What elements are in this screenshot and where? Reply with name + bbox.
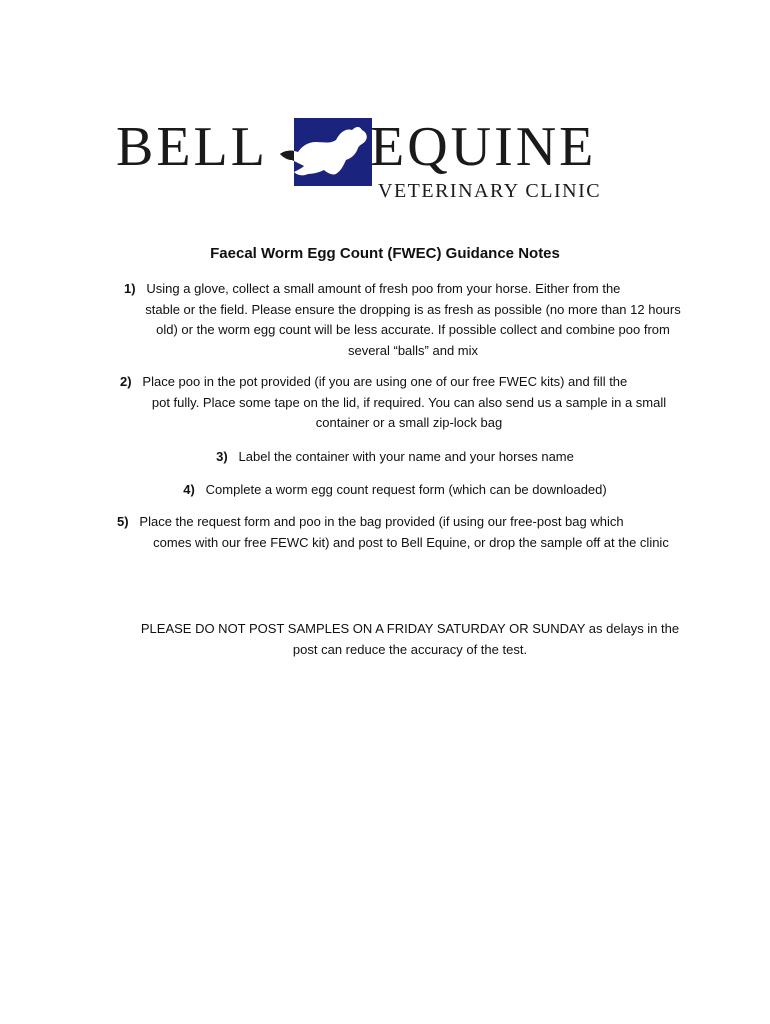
logo-word-bell: BELL (116, 116, 268, 178)
guidance-item-3 (0, 447, 770, 468)
guidance-item-1 (124, 279, 684, 361)
item-number: 1) (124, 281, 136, 296)
guidance-item-5 (117, 512, 687, 553)
item-first-line (124, 279, 684, 300)
item-continuation: stable or the field. Please ensure the dropping is as fresh as possible (no more than 12 hours old) or the worm egg count will be less accurate. If possible collect and combine poo from several “balls” and mix (145, 301, 681, 358)
item-continuation: comes with our free FEWC kit) and post to Bell Equine, or drop the sample off at the clinic (153, 534, 669, 550)
item-number: 2) (120, 374, 132, 389)
guidance-item-4 (0, 480, 770, 501)
item-text: Label the container with your name and your horses name (238, 449, 574, 464)
item-number: 4) (183, 482, 195, 497)
item-first-line (120, 374, 627, 389)
logo-subtitle: VETERINARY CLINIC (378, 180, 602, 202)
item-number: 5) (117, 514, 129, 529)
item-first-line (117, 514, 624, 529)
item-text: Place poo in the pot provided (if you are using one of our free FWEC kits) and fill the (142, 374, 628, 389)
guidance-item-2 (120, 372, 680, 434)
item-continuation: pot fully. Place some tape on the lid, if required. You can also send us a sample in a small container or a small zip-lock bag (151, 394, 667, 430)
posting-notice: PLEASE DO NOT POST SAMPLES ON A FRIDAY SATURDAY OR SUNDAY as delays in the post can reduce the accuracy of the test. (140, 621, 680, 657)
document-title: Faecal Worm Egg Count (FWEC) Guidance Notes (210, 245, 560, 262)
bell-equine-logo (116, 118, 676, 208)
item-number: 3) (216, 449, 228, 464)
logo-word-equine: EQUINE (370, 116, 597, 178)
item-text: Place the request form and poo in the bag provided (if using our free-post bag which (139, 514, 624, 529)
item-text: Using a glove, collect a small amount of fresh poo from your horse. Either from the (146, 281, 621, 296)
item-text: Complete a worm egg count request form (which can be downloaded) (205, 482, 607, 497)
